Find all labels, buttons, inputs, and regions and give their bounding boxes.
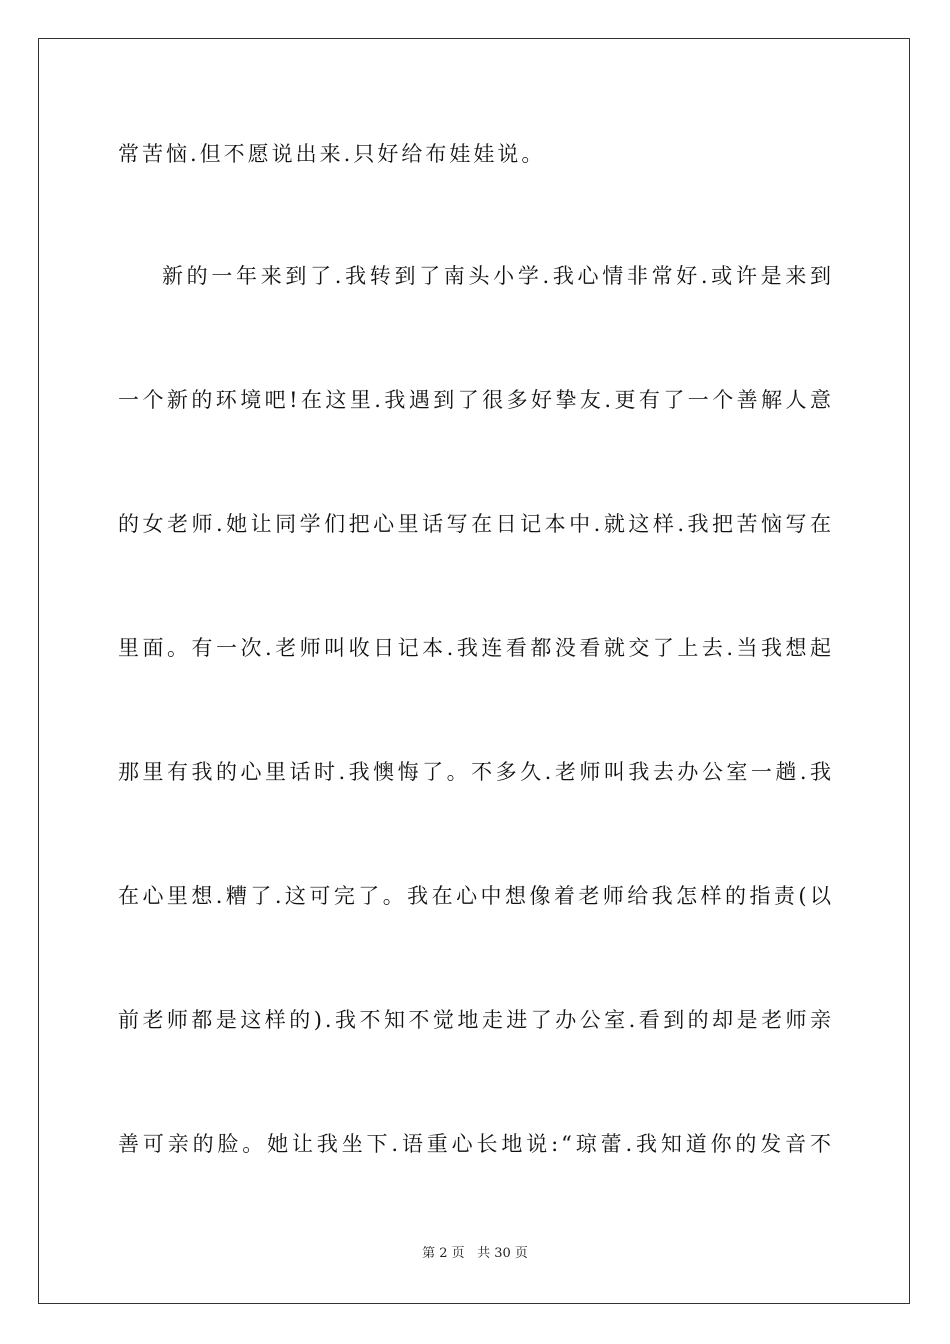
text-line-6: 那里有我的心里话时.我懊悔了。不多久.老师叫我去办公室一趟.我 xyxy=(118,760,834,784)
text-line-1: 常苦恼.但不愿说出来.只好给布娃娃说。 xyxy=(118,142,546,166)
text-line-8: 前老师都是这样的).我不知不觉地走进了办公室.看到的却是老师亲 xyxy=(118,1008,834,1032)
text-line-4: 的女老师.她让同学们把心里话写在日记本中.就这样.我把苦恼写在 xyxy=(118,512,834,536)
text-line-9: 善可亲的脸。她让我坐下.语重心长地说:“琼蕾.我知道你的发音不 xyxy=(118,1132,834,1156)
text-line-3: 一个新的环境吧!在这里.我遇到了很多好挚友.更有了一个善解人意 xyxy=(118,388,834,412)
text-line-7: 在心里想.糟了.这可完了。我在心中想像着老师给我怎样的指责(以 xyxy=(118,884,834,908)
page-number: 第 2 页 xyxy=(422,1246,465,1261)
page-total: 共 30 页 xyxy=(477,1246,528,1261)
page-border xyxy=(38,38,910,1304)
page-footer xyxy=(0,1245,950,1263)
text-line-5: 里面。有一次.老师叫收日记本.我连看都没看就交了上去.当我想起 xyxy=(118,636,834,660)
text-line-2: 新的一年来到了.我转到了南头小学.我心情非常好.或许是来到 xyxy=(162,264,834,288)
